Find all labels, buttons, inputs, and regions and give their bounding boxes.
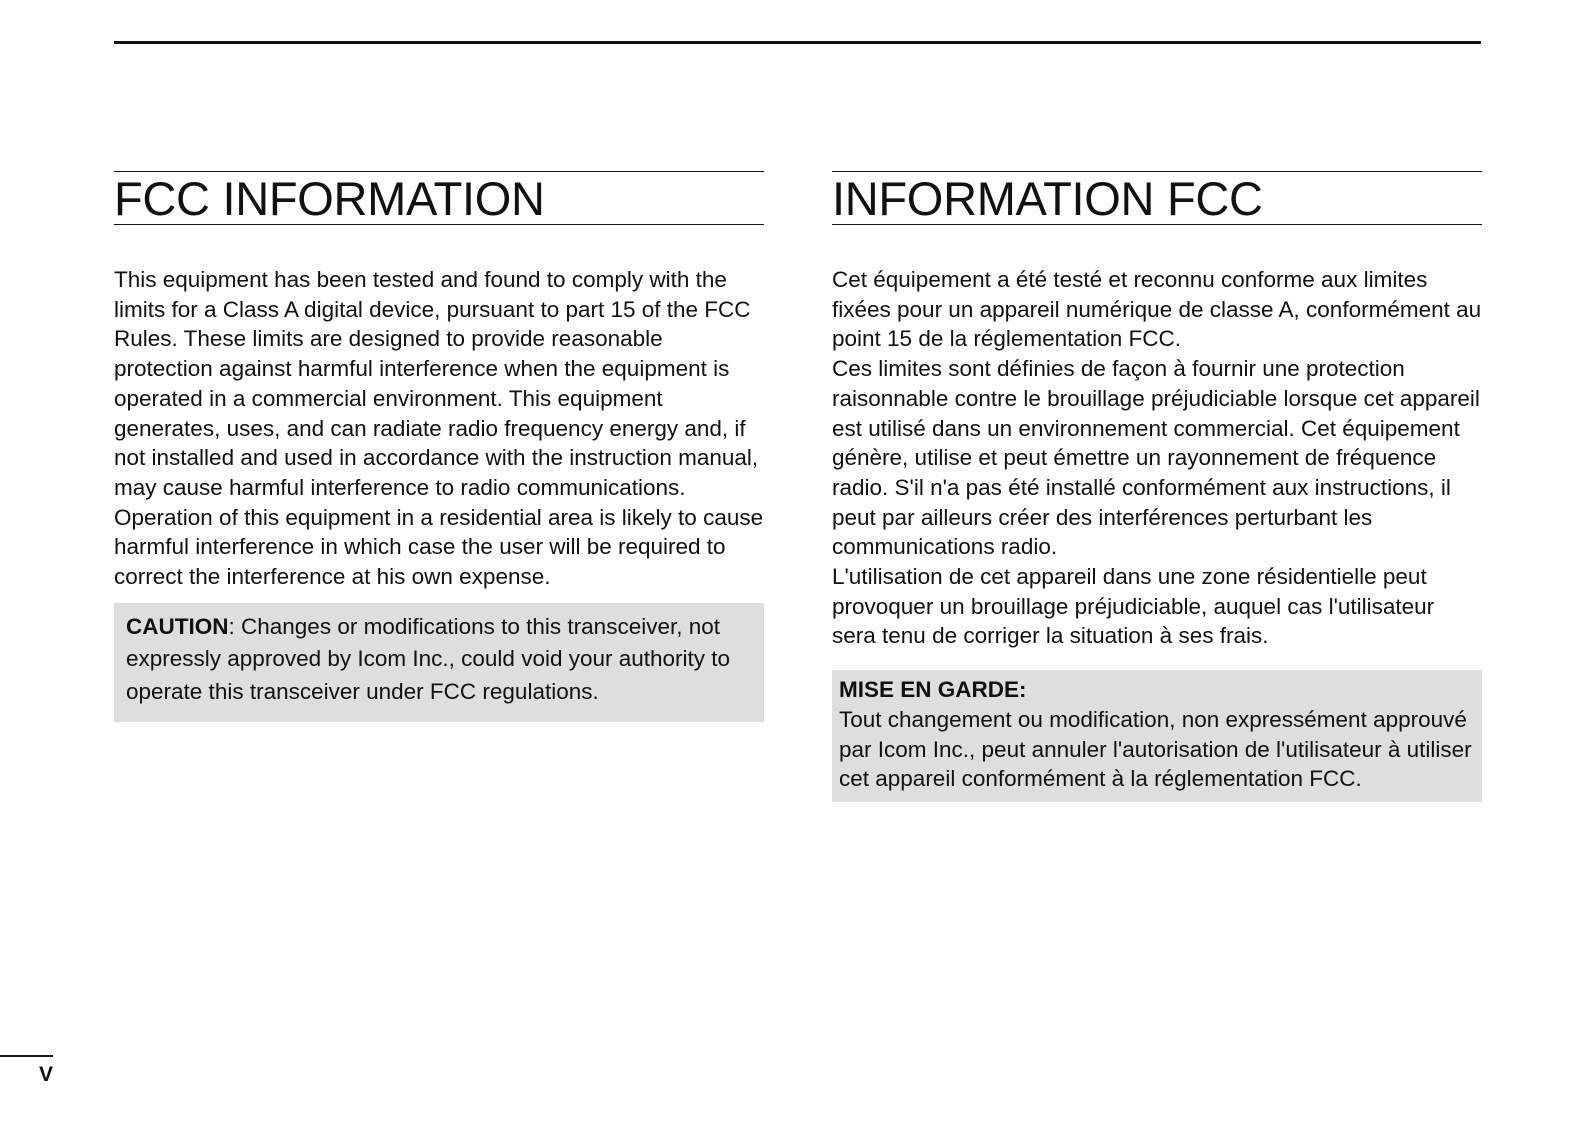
caution-label: CAUTION [126, 613, 229, 639]
fcc-information-english [114, 171, 764, 722]
caution-text: Tout changement ou modification, non expressément approuvé par Icom Inc., peut annuler l'autorisation de l'utilisateur à utiliser cet appareil conformément à la réglementation FCC. [839, 706, 1472, 792]
section-title: FCC INFORMATION [114, 171, 764, 225]
paragraph-compliance: Cet équipement a été testé et reconnu conforme aux limites fixées pour un appareil numérique de classe A, conformément au point 15 de la réglementation FCC. [832, 267, 1482, 352]
caution-text: : Changes or modifications to this transceiver, not expressly approved by Icom Inc., could void your authority to operate this transceiver under FCC regulations. [126, 613, 731, 704]
paragraph-residential: Operation of this equipment in a residential area is likely to cause harmful interference in which case the user will be required to correct the interference at his own expense. [114, 504, 764, 590]
paragraph-limits: Ces limites sont définies de façon à fournir une protection raisonnable contre le brouillage préjudiciable lorsque cet appareil est utilisé dans un environnement commercial. Cet équipement génère, utilise et peut émettre un rayonnement de fréquence radio. S'il n'a pas été installé conformément aux instructions, il peut par ailleurs créer des interférences perturbant les communications radio. [832, 356, 1480, 560]
caution-box [114, 603, 764, 723]
fcc-information-french [832, 171, 1482, 802]
top-rule [114, 41, 1481, 44]
page-number-rule [0, 1055, 53, 1057]
page-number: V [39, 1063, 54, 1086]
caution-label: MISE EN GARDE: [839, 677, 1027, 703]
paragraph-residential: L'utilisation de cet appareil dans une zone résidentielle peut provoquer un brouillage préjudiciable, auquel cas l'utilisateur sera tenu de corriger la situation à ses frais. [832, 564, 1435, 649]
section-title: INFORMATION FCC [832, 171, 1482, 225]
body-text [114, 265, 764, 592]
body-text [832, 265, 1482, 651]
paragraph-compliance: This equipment has been tested and found to comply with the limits for a Class A digital device, pursuant to part 15 of the FCC Rules. These limits are designed to provide reasonable protection against harmful interference when the equipment is operated in a commercial environment. This equipment generates, uses, and can radiate radio frequency energy and, if not installed and used in accordance with the instruction manual, may cause harmful interference to radio communications. [114, 267, 759, 500]
caution-box [832, 670, 1482, 802]
